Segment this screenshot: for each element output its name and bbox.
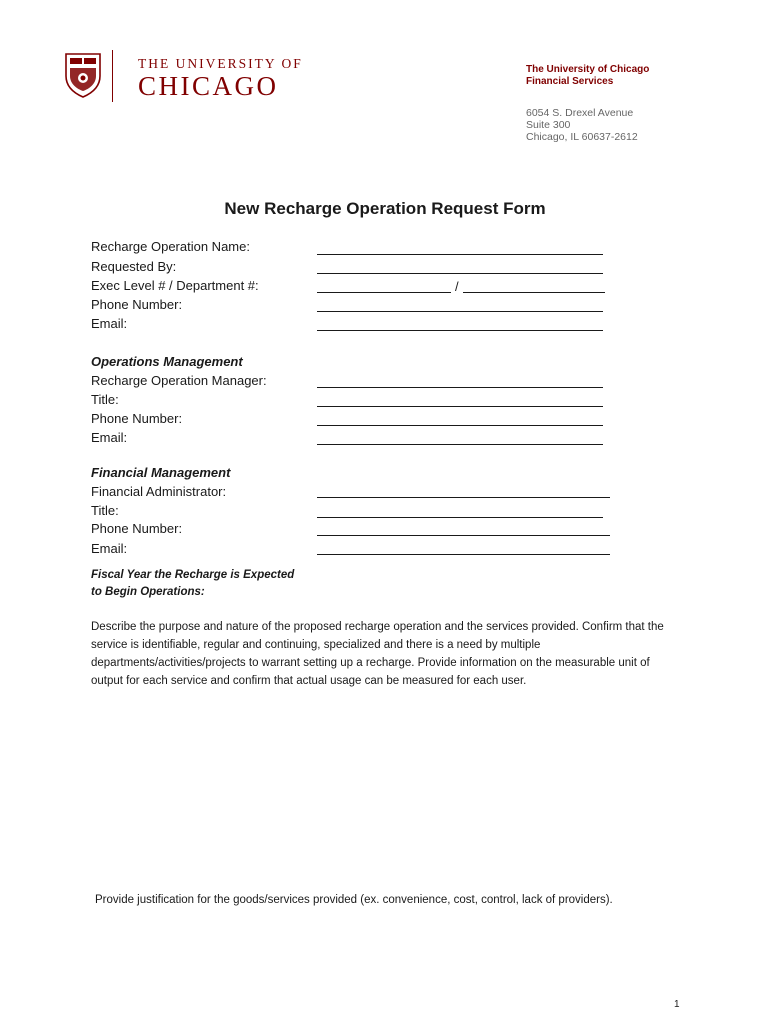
fin-admin-field[interactable] — [317, 497, 610, 498]
fin-title-field[interactable] — [317, 517, 603, 518]
fin-phone-label: Phone Number: — [91, 521, 183, 536]
logo-divider — [112, 50, 113, 102]
org-address — [526, 107, 638, 143]
org-name-line1: The University of Chicago — [526, 64, 650, 75]
ops-email-label: Email: — [91, 430, 128, 445]
requested-by-field[interactable] — [317, 273, 603, 274]
requested-by-label: Requested By: — [91, 259, 177, 274]
ops-email-field[interactable] — [317, 444, 603, 445]
financial-heading: Financial Management — [91, 465, 231, 480]
fiscal-year-label-line1: Fiscal Year the Recharge is Expected — [91, 569, 295, 581]
fin-title-label: Title: — [91, 503, 119, 518]
email-field[interactable] — [317, 330, 603, 331]
ops-manager-label: Recharge Operation Manager: — [91, 373, 267, 388]
address-line2: Suite 300 — [526, 119, 571, 131]
fiscal-year-label-line2: to Begin Operations: — [91, 586, 205, 598]
description-answer-area[interactable] — [91, 712, 681, 882]
logo-wordmark-top: THE UNIVERSITY OF — [138, 56, 303, 71]
describe-instructions: Describe the purpose and nature of the proposed recharge operation and the services provided. Confirm that the service is identifiable, regular and continuing, specialized and there is a need by multiple departments/activities/projects to warrant setting up a recharge. Provide information on the measurable unit of output for each service and confirm that actual usage can be measured for each user. — [91, 621, 664, 687]
operation-name-field[interactable] — [317, 254, 603, 255]
email-label: Email: — [91, 316, 128, 331]
ops-title-label: Title: — [91, 392, 119, 407]
ops-title-field[interactable] — [317, 406, 603, 407]
justification-instructions: Provide justification for the goods/services provided (ex. convenience, cost, control, lack of providers). — [95, 894, 613, 906]
address-line1: 6054 S. Drexel Avenue — [526, 107, 634, 119]
form-title: New Recharge Operation Request Form — [224, 199, 546, 218]
logo-wordmark-main: CHICAGO — [138, 71, 279, 101]
address-line3: Chicago, IL 60637-2612 — [526, 131, 638, 143]
exec-dept-separator: / — [455, 279, 459, 294]
ops-manager-field[interactable] — [317, 387, 603, 388]
justification-answer-area[interactable] — [91, 912, 681, 992]
operation-name-label: Recharge Operation Name: — [91, 239, 250, 254]
org-name-line2: Financial Services — [526, 76, 614, 87]
department-field[interactable] — [463, 292, 605, 293]
phone-field[interactable] — [317, 311, 603, 312]
university-crest-icon — [64, 52, 102, 98]
ops-phone-label: Phone Number: — [91, 411, 183, 426]
exec-dept-label: Exec Level # / Department #: — [91, 278, 259, 293]
org-name — [526, 64, 649, 88]
fin-phone-field[interactable] — [317, 535, 610, 536]
exec-level-field[interactable] — [317, 292, 451, 293]
fin-admin-label: Financial Administrator: — [91, 484, 227, 499]
ops-phone-field[interactable] — [317, 425, 603, 426]
operations-heading: Operations Management — [91, 354, 243, 369]
page-number: 1 — [674, 999, 680, 1010]
fin-email-label: Email: — [91, 541, 128, 556]
fin-email-field[interactable] — [317, 554, 610, 555]
phone-label: Phone Number: — [91, 297, 183, 312]
